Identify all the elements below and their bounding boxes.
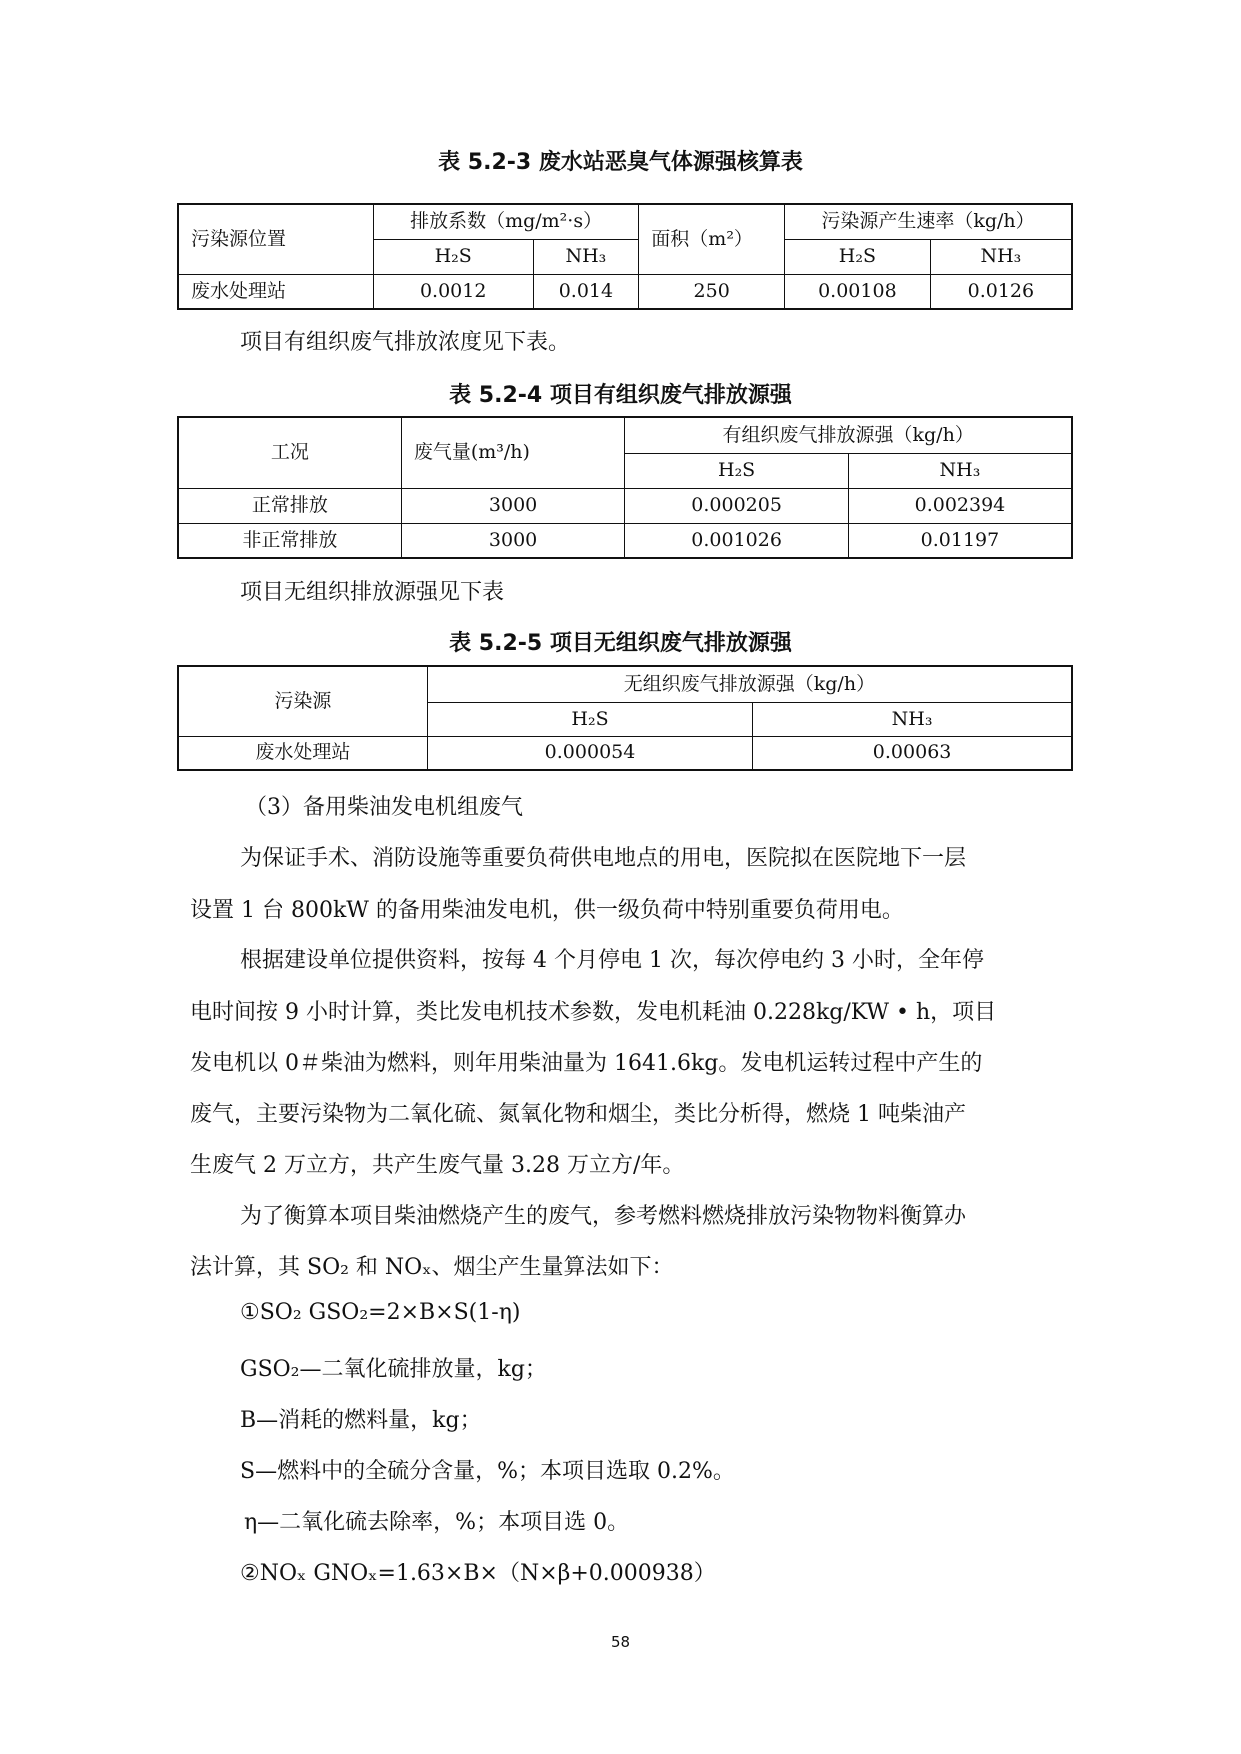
t3-cell: 0.000054 bbox=[427, 736, 752, 770]
t1-cell-source: 废水处理站 bbox=[178, 274, 373, 309]
t1-cell: 0.00108 bbox=[785, 274, 931, 309]
t2-cell: 0.002394 bbox=[848, 488, 1072, 523]
t3-header-strength: 无组织废气排放源强（kg/h） bbox=[427, 666, 1072, 702]
t1-cell: 0.014 bbox=[533, 274, 639, 309]
t1-cell: 0.0126 bbox=[930, 274, 1072, 309]
t2-header-volume: 废气量(m³/h) bbox=[401, 417, 625, 488]
t2-cell: 3000 bbox=[401, 488, 625, 523]
body-line: 根据建设单位提供资料，按每 4 个月停电 1 次，每次停电约 3 小时，全年停 bbox=[240, 948, 984, 973]
t2-cell: 非正常排放 bbox=[178, 523, 401, 558]
t2-cell: 0.001026 bbox=[625, 523, 849, 558]
t2-header-strength: 有组织废气排放源强（kg/h） bbox=[625, 417, 1072, 453]
t1-cell: 0.0012 bbox=[373, 274, 533, 309]
paragraph-intro-table3: 项目无组织排放源强见下表 bbox=[240, 580, 505, 605]
t1-sub-h2s-1: H₂S bbox=[373, 239, 533, 274]
t3-cell: 废水处理站 bbox=[178, 736, 427, 770]
t2-cell: 正常排放 bbox=[178, 488, 401, 523]
t3-header-source: 污染源 bbox=[178, 666, 427, 736]
t2-header-condition: 工况 bbox=[178, 417, 401, 488]
t3-cell: 0.00063 bbox=[753, 736, 1072, 770]
table3 bbox=[177, 665, 1073, 771]
t1-sub-nh3-2: NH₃ bbox=[930, 239, 1072, 274]
formula-nox: ②NOₓ GNOₓ=1.63×B×（N×β+0.000938） bbox=[240, 1561, 716, 1586]
formula-def-s: S—燃料中的全硫分含量，%；本项目选取 0.2%。 bbox=[240, 1459, 735, 1484]
formula-so2: ①SO₂ GSO₂=2×B×S(1-η) bbox=[240, 1300, 521, 1325]
t3-sub-h2s: H₂S bbox=[427, 702, 752, 736]
t2-sub-h2s: H₂S bbox=[625, 453, 849, 488]
table1 bbox=[177, 203, 1073, 310]
t2-cell: 3000 bbox=[401, 523, 625, 558]
table-row bbox=[178, 523, 1072, 558]
body-line: 废气，主要污染物为二氧化硫、氮氧化物和烟尘，类比分析得，燃烧 1 吨柴油产 bbox=[190, 1102, 966, 1127]
page-number: 58 bbox=[610, 1633, 631, 1651]
body-line: 为保证手术、消防设施等重要负荷供电地点的用电，医院拟在医院地下一层 bbox=[240, 846, 967, 871]
table-row bbox=[178, 488, 1072, 523]
formula-def-b: B—消耗的燃料量，kg； bbox=[240, 1408, 482, 1433]
t2-cell: 0.000205 bbox=[625, 488, 849, 523]
t1-header-emission-factor: 排放系数（mg/m²·s） bbox=[373, 204, 638, 239]
body-line: 发电机以 0＃柴油为燃料，则年用柴油量为 1641.6kg。发电机运转过程中产生的 bbox=[190, 1051, 983, 1076]
table-row bbox=[178, 736, 1072, 770]
t1-cell: 250 bbox=[639, 274, 785, 309]
body-line: 设置 1 台 800kW 的备用柴油发电机，供一级负荷中特别重要负荷用电。 bbox=[190, 898, 904, 923]
table3-caption: 表 5.2-5 项目无组织废气排放源强 bbox=[449, 631, 792, 656]
t1-sub-h2s-2: H₂S bbox=[785, 239, 931, 274]
body-line: 生废气 2 万立方，共产生废气量 3.28 万立方/年。 bbox=[190, 1153, 685, 1178]
t3-sub-nh3: NH₃ bbox=[753, 702, 1072, 736]
body-line: 电时间按 9 小时计算，类比发电机技术参数，发电机耗油 0.228kg/KW • h，项目 bbox=[190, 1000, 997, 1025]
body-line: 为了衡算本项目柴油燃烧产生的废气，参考燃料燃烧排放污染物物料衡算办 bbox=[240, 1204, 967, 1229]
table2-caption: 表 5.2-4 项目有组织废气排放源强 bbox=[449, 383, 792, 408]
table-row bbox=[178, 274, 1072, 309]
t1-header-rate: 污染源产生速率（kg/h） bbox=[785, 204, 1072, 239]
t1-sub-nh3-1: NH₃ bbox=[533, 239, 639, 274]
t1-header-source: 污染源位置 bbox=[178, 204, 373, 274]
table1-caption: 表 5.2-3 废水站恶臭气体源强核算表 bbox=[438, 150, 803, 175]
table2 bbox=[177, 416, 1073, 559]
t1-header-area: 面积（m²） bbox=[639, 204, 785, 274]
t2-cell: 0.01197 bbox=[848, 523, 1072, 558]
paragraph-intro-table2: 项目有组织废气排放浓度见下表。 bbox=[240, 330, 571, 355]
body-line: 法计算，其 SO₂ 和 NOₓ、烟尘产生量算法如下： bbox=[190, 1255, 674, 1280]
formula-def-eta: η—二氧化硫去除率，%；本项目选 0。 bbox=[244, 1510, 630, 1535]
formula-def-gso2: GSO₂—二氧化硫排放量，kg； bbox=[240, 1357, 547, 1382]
section-heading-generator: （3）备用柴油发电机组废气 bbox=[245, 795, 523, 820]
t2-sub-nh3: NH₃ bbox=[848, 453, 1072, 488]
